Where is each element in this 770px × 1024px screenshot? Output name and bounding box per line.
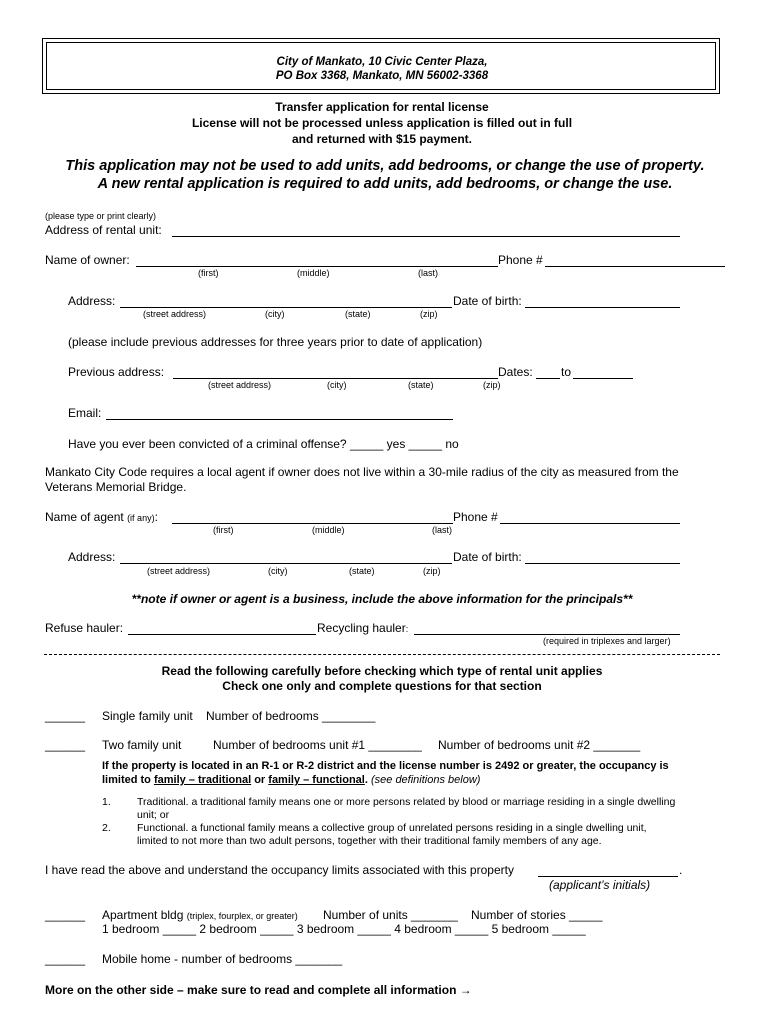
occupancy-rule-line1: If the property is located in an R-1 or R-2 district and the license number is 2492 or greater, the occupancy is [102, 760, 669, 772]
warning-line1: This application may not be used to add units, add bedrooms, or change the use of property. [65, 158, 705, 174]
warning-line2: A new rental application is required to add units, add bedrooms, or change the use. [97, 176, 673, 192]
recycling-hauler-text: Recycling hauler [317, 621, 406, 635]
agent-if-any: (if any) [127, 513, 155, 523]
agent-addr-street-caption: (street address) [147, 566, 211, 576]
header-address-line2: PO Box 3368, Mankato, MN 56002-3368 [275, 70, 489, 82]
owner-addr-street-caption: (street address) [143, 309, 207, 319]
apartment-bedroom-counts[interactable]: 1 bedroom _____ 2 bedroom _____ 3 bedroom _____ 4 bedroom _____ 5 bedroom _____ [102, 922, 586, 936]
previous-address-note: (please include previous addresses for three years prior to date of application) [68, 335, 483, 349]
agent-name-first-caption: (first) [213, 525, 234, 535]
email-label: Email: [68, 406, 102, 420]
continue-note [45, 983, 472, 997]
definition-2-number: 2. [102, 822, 111, 834]
apartment-types: (triplex, fourplex, or greater) [186, 911, 298, 921]
form-subtitle-2: and returned with $15 payment. [291, 132, 473, 146]
family-functional-term: family – functional [268, 774, 365, 786]
owner-addr-state-caption: (state) [345, 309, 371, 319]
agent-dob-label: Date of birth: [453, 550, 522, 564]
apartment-checkbox[interactable]: ______ [45, 908, 86, 922]
agent-address-field[interactable] [120, 563, 452, 564]
rental-address-field[interactable] [172, 236, 680, 237]
agent-name-field[interactable] [172, 523, 453, 524]
agent-phone-label: Phone # [453, 510, 498, 524]
agent-addr-state-caption: (state) [349, 566, 375, 576]
owner-addr-zip-caption: (zip) [420, 309, 438, 319]
single-family-label: Single family unit [102, 709, 193, 723]
owner-phone-field[interactable] [545, 266, 725, 267]
prev-addr-zip-caption: (zip) [483, 380, 501, 390]
two-family-bedrooms-unit1[interactable]: Number of bedrooms unit #1 ________ [213, 738, 422, 752]
owner-dob-label: Date of birth: [453, 294, 522, 308]
agent-addr-zip-caption: (zip) [423, 566, 441, 576]
prev-addr-state-caption: (state) [408, 380, 434, 390]
owner-address-label: Address: [68, 294, 116, 308]
agent-name-colon: : [154, 510, 158, 524]
definition-1-line1: Traditional. a traditional family means one or more persons related by blood or marriage residing in a single dwelling [137, 796, 676, 808]
family-traditional-term: family – traditional [153, 774, 252, 786]
continue-note-text: More on the other side – make sure to read and complete all information [45, 983, 457, 997]
owner-name-label: Name of owner: [45, 253, 130, 267]
definition-1-number: 1. [102, 796, 111, 808]
dates-to-label: to [561, 365, 572, 379]
recycling-hauler-field[interactable] [414, 634, 680, 635]
single-family-checkbox[interactable]: ______ [45, 709, 86, 723]
agent-name-text: Name of agent [45, 510, 124, 524]
refuse-hauler-field[interactable] [128, 634, 316, 635]
prev-addr-city-caption: (city) [327, 380, 347, 390]
owner-name-field[interactable] [136, 266, 498, 267]
occupancy-limited-to: limited to [102, 774, 154, 786]
mobile-home-checkbox[interactable]: ______ [45, 952, 86, 966]
refuse-hauler-label: Refuse hauler: [45, 621, 124, 635]
occupancy-or: or [251, 774, 269, 786]
occupancy-period: . [364, 774, 371, 786]
occupancy-acknowledgement: I have read the above and understand the occupancy limits associated with this property [45, 863, 514, 877]
owner-address-field[interactable] [120, 307, 452, 308]
owner-phone-label: Phone # [498, 253, 543, 267]
prev-addr-street-caption: (street address) [208, 380, 272, 390]
owner-name-first-caption: (first) [198, 268, 219, 278]
applicant-initials-label: (applicant’s initials) [549, 878, 651, 892]
definition-1-line2: unit; or [137, 809, 170, 821]
apartment-label [102, 908, 298, 922]
agent-name-middle-caption: (middle) [312, 525, 345, 535]
applicant-initials-field[interactable] [538, 876, 678, 877]
apartment-bldg-text: Apartment bldg [102, 908, 184, 922]
two-family-bedrooms-unit2[interactable]: Number of bedrooms unit #2 _______ [438, 738, 641, 752]
see-definitions-note: (see definitions below) [370, 774, 481, 786]
header-address-line1: City of Mankato, 10 Civic Center Plaza, [276, 56, 488, 68]
agent-name-last-caption: (last) [432, 525, 452, 535]
acknowledgement-period: . [679, 863, 683, 877]
rental-address-label: Address of rental unit: [45, 223, 162, 237]
agent-dob-field[interactable] [525, 563, 680, 564]
dates-from-field[interactable] [536, 378, 560, 379]
definition-2-line2: limited to not more than two adult persons, together with their traditional family members of any age. [137, 835, 602, 847]
owner-dob-field[interactable] [525, 307, 680, 308]
form-subtitle-1: License will not be processed unless application is filled out in full [191, 116, 573, 130]
single-family-bedrooms[interactable]: Number of bedrooms ________ [206, 709, 376, 723]
criminal-question: Have you ever been convicted of a criminal offense? _____ yes _____ no [68, 437, 459, 451]
recycling-hauler-label [317, 621, 408, 635]
recycling-hauler-colon: : [405, 624, 409, 634]
right-arrow-icon: → [459, 983, 472, 997]
section-divider [44, 654, 720, 655]
agent-phone-field[interactable] [500, 523, 680, 524]
form-title: Transfer application for rental license [275, 100, 489, 114]
owner-name-last-caption: (last) [418, 268, 438, 278]
agent-addr-city-caption: (city) [268, 566, 288, 576]
owner-name-middle-caption: (middle) [297, 268, 330, 278]
apartment-num-stories[interactable]: Number of stories _____ [471, 908, 603, 922]
apartment-num-units[interactable]: Number of units _______ [323, 908, 458, 922]
print-instruction: (please type or print clearly) [45, 211, 157, 221]
owner-addr-city-caption: (city) [265, 309, 285, 319]
dates-to-field[interactable] [573, 378, 633, 379]
previous-address-label: Previous address: [68, 365, 165, 379]
dates-label: Dates: [498, 365, 533, 379]
two-family-label: Two family unit [102, 738, 182, 752]
recycling-required-note: (required in triplexes and larger) [543, 636, 671, 646]
agent-code-note-line1: Mankato City Code requires a local agent if owner does not live within a 30-mile radius of the city as measured from the [45, 465, 679, 479]
agent-name-label [45, 510, 158, 524]
occupancy-rule-line2 [102, 774, 480, 786]
definition-2-line1: Functional. a functional family means a collective group of unrelated persons residing in a single dwelling unit, [137, 822, 647, 834]
two-family-checkbox[interactable]: ______ [45, 738, 86, 752]
mobile-home-bedrooms[interactable]: Mobile home - number of bedrooms _______ [102, 952, 343, 966]
email-field[interactable] [106, 419, 453, 420]
unit-instruction-line2: Check one only and complete questions for that section [222, 679, 542, 693]
agent-code-note-line2: Veterans Memorial Bridge. [45, 480, 187, 494]
previous-address-field[interactable] [173, 378, 498, 379]
agent-address-label: Address: [68, 550, 116, 564]
business-note: **note if owner or agent is a business, include the above information for the principals** [131, 592, 633, 606]
unit-instruction-line1: Read the following carefully before checking which type of rental unit applies [161, 664, 603, 678]
